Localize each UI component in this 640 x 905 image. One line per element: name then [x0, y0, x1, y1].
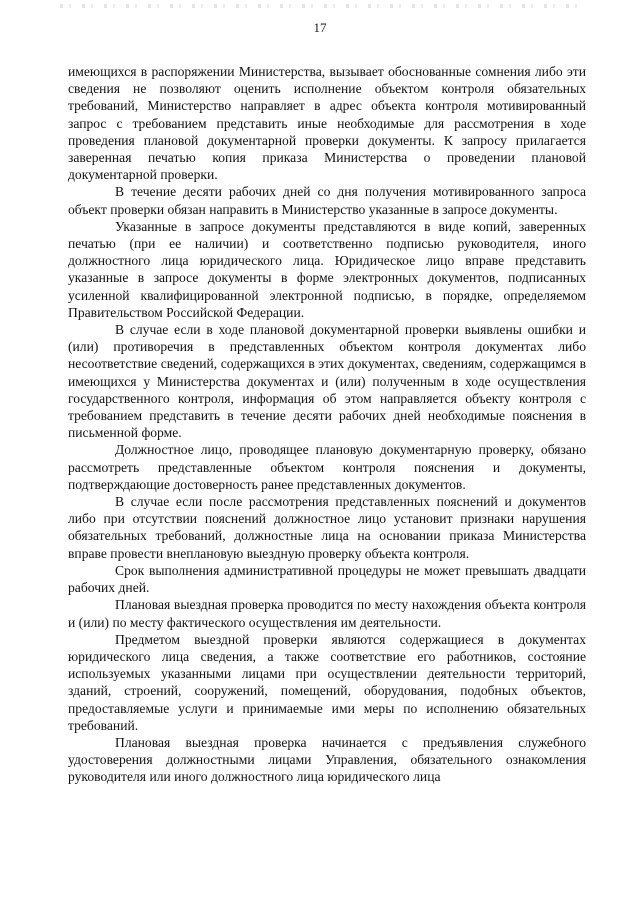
paragraph: В течение десяти рабочих дней со дня получения мотивированного запроса объект проверки обязан направить в Министерство указанные в запросе документы.	[68, 184, 586, 217]
paragraph: В случае если в ходе плановой документарной проверки выявлены ошибки и (или) противоречия в представленных объектом контроля документах либо несоответствие сведений, содержащихся в этих документах, сведениям, содержащимся в имеющихся у Министерства документах и (или) полученным в ходе осуществления государственного контроля, информация об этом направляется объекту контроля с требованием представить в течение десяти рабочих дней необходимые пояснения в письменной форме.	[68, 322, 586, 441]
paragraph: имеющихся в распоряжении Министерства, вызывает обоснованные сомнения либо эти сведения не позволяют оценить исполнение объектом контроля обязательных требований, Министерство направляет в адрес объекта контроля мотивированный запрос с требованием представить иные необходимые для рассмотрения в ходе проведения плановой документарной проверки документы. К запросу прилагается заверенная печатью копия приказа Министерства о проведении плановой документарной проверки.	[68, 64, 586, 183]
page-number: 17	[313, 20, 327, 35]
paragraph: Предметом выездной проверки являются содержащиеся в документах юридического лица сведения, а также соответствие его работников, состояние используемых указанными лицами при осуществлении деятельности территорий, зданий, строений, сооружений, помещений, оборудования, подобных объектов, предоставляемые услуги и принимаемые ими меры по исполнению обязательных требований.	[68, 631, 586, 733]
paragraph: Указанные в запросе документы представляются в виде копий, заверенных печатью (при ее наличии) и соответственно подписью руководителя, иного должностного лица юридического лица. Юридическое лицо вправе представить указанные в запросе документы в форме электронных документов, подписанных усиленной квалифицированной электронной подписью, в порядке, определяемом Правительством Российской Федерации.	[68, 218, 586, 320]
scan-artifact	[60, 4, 580, 8]
paragraph: Плановая выездная проверка начинается с предъявления служебного удостоверения должностными лицами Управления, обязательного ознакомления руководителя или иного должностного лица юридического лица	[68, 734, 586, 785]
document-body	[68, 63, 586, 786]
paragraph: Срок выполнения административной процедуры не может превышать двадцати рабочих дней.	[68, 562, 586, 596]
paragraph: В случае если после рассмотрения представленных пояснений и документов либо при отсутствии пояснений должностное лицо установит признаки нарушения обязательных требований, должностные лица на основании приказа Министерства вправе провести внеплановую выездную проверку объекта контроля.	[68, 494, 586, 561]
paragraph: Плановая выездная проверка проводится по месту нахождения объекта контроля и (или) по месту фактического осуществления им деятельности.	[68, 597, 586, 630]
paragraph: Должностное лицо, проводящее плановую документарную проверку, обязано рассмотреть представленные объектом контроля пояснения и документы, подтверждающие достоверность ранее представленных документов.	[68, 442, 586, 492]
